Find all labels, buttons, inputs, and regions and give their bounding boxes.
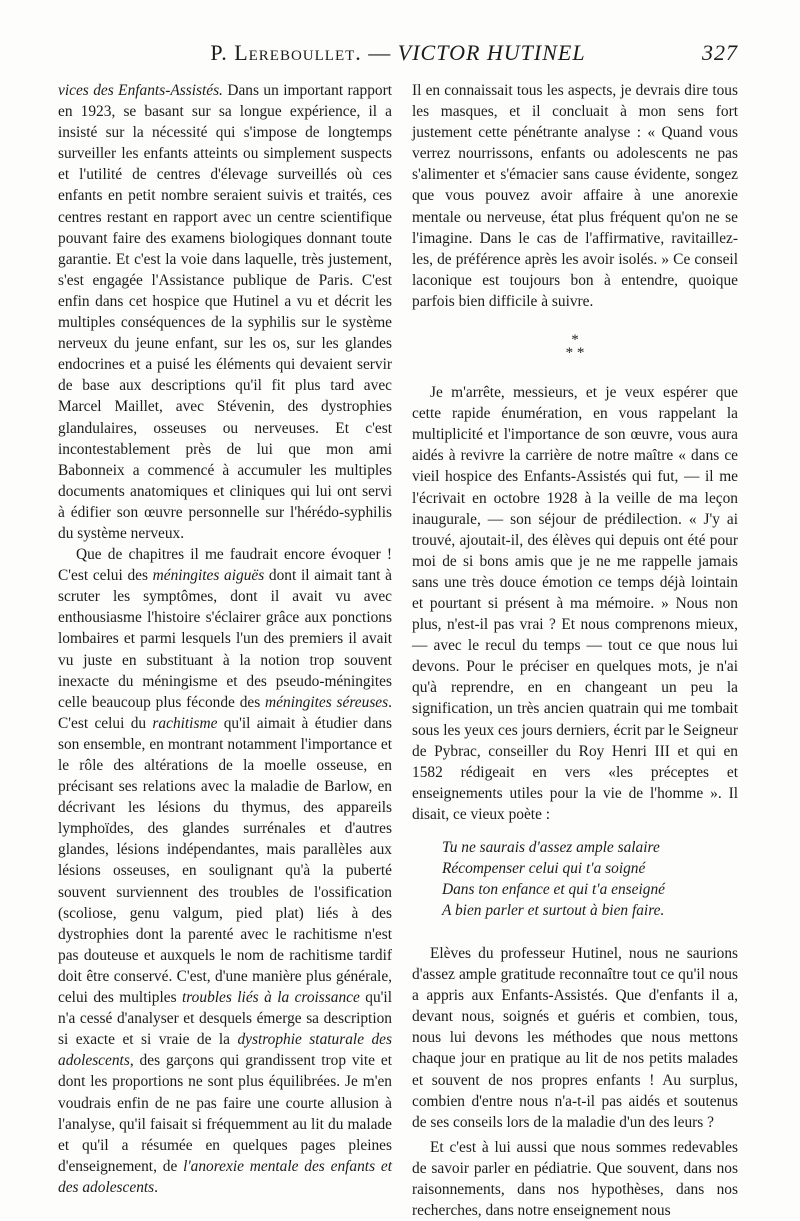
left-p2-italic-6: l'anorexie mentale des enfants et des adolescents [58,1157,392,1196]
page-number: 327 [702,40,738,65]
left-p1-text: Dans un important rapport en 1923, se basant sur sa longue expérience, il a insisté sur la nécessité qui s'impose de longtemps surveiller les enfants atteints ou simplement suspects et l'utilité de centres d'élevage surveillés où ces enfants en petit nombre seraient suivis et traités, ces centres restant en rapport avec un centre scientifique pouvant faire des examens biologiques donnant toute garantie. Et c'est la voie dans laquelle, très justement, s'est engagée l'Assistance publique de Paris. C'est enfin dans cet hospice que Hutinel a vu et décrit les multiples conséquences de la syphilis sur le système nerveux du jeune enfant, sur les os, sur les glandes endocrines et a puisé les éléments qui devaient servir de base aux descriptions qu'il fit plus tard avec Marcel Maillet, avec Stévenin, des dystrophies glandulaires, osseuses ou nerveuses. Et c'est incontestablement près de lui que mon ami Babonneix a commencé à accumuler les multiples documents anatomiques et cliniques qui lui ont servi à édifier son œuvre personnelle sur l'hérédo-syphilis du système nerveux. [58,82,392,542]
left-column [58,80,392,1198]
running-header [58,40,738,74]
left-paragraph-1 [58,80,392,544]
asterism-bottom: * * [565,345,585,362]
poem-line-3: Dans ton enfance et qui t'a enseigné [442,881,665,898]
quatrain [442,837,738,921]
right-paragraph-1: Il en connaissait tous les aspects, je devrais dire tous les masques, et il concluait à mon sens fort justement cette pénétrante analyse : « Quand vous verrez nourrissons, enfants ou adolescents ne pas s'alimenter et s'émacier sans cause évidente, songez que vous pouvez avoir affaire à une anorexie mentale ou nerveuse, état plus fréquent qu'on ne se l'imagine. Dans le cas de l'affirmative, ravitaillez-les, de préférence après les avoir isolés. » Ce conseil laconique est toujours bon à entendre, quoique parfois bien difficile à suivre. [412,82,738,310]
left-p2-text-b: dont il aimait tant à scruter les symptômes, dont il avait vu avec enthousiasme l'histoire s'éclairer grâce aux ponctions lombaires et parmi lesquels l'un des premiers il avait vu juste en substituant à la notion trop souvent inexacte du méningisme et des pseudo-méningites celle beaucoup plus féconde des [58,567,392,711]
left-paragraph-2 [58,544,392,1198]
header-subject: VICTOR HUTINEL [397,40,586,65]
poem-line-1: Tu ne saurais d'assez ample salaire [442,839,660,856]
poem-line-4: A bien parler et surtout à bien faire. [442,902,665,919]
left-p2-italic-1: méningites aiguës [152,567,265,585]
poem-line-2: Récompenser celui qui t'a soigné [442,860,646,877]
left-p2-text-e: qu'il n'a cessé d'analyser et desquels émerge sa description si exacte et si vraie de la [58,989,392,1049]
left-p2-text-g: . [154,1178,159,1196]
right-paragraph-4: Et c'est à lui aussi que nous sommes redevables de savoir parler en pédiatrie. Que souvent, dans nos raisonnements, dans nos hypothèses, dans nos recherches, dans notre enseignement nous [412,1138,738,1220]
right-paragraph-3: Elèves du professeur Hutinel, nous ne saurions d'assez ample gratitude reconnaître tout ce qu'il nous a appris aux Enfants-Assistés. Que d'enfants il a, devant nous, soignés et guéris et combien, tous, nous lui devons les méthodes que nous mettons chaque jour en pratique au lit de nos petits malades et souvent de nos propres enfants ! Au surplus, combien d'entre nous n'a-t-il pas aidés et soutenus de ses conseils lors de la maladie d'un des leurs ? [412,945,738,1131]
header-author: P. Lereboullet. [210,40,362,65]
right-paragraph-2: Je m'arrête, messieurs, et je veux espérer que cette rapide énumération, en vous rappelant la multiplicité et l'importance de son œuvre, vous aura aidés à revivre la carrière de notre maître « dans ce vieil hospice des Enfants-Assistés qui fut, — il me l'écrivait en octobre 1928 à la veille de ma leçon inaugurale, — son séjour de prédilection. « J'y ai trouvé, ajoutait-il, des élèves qui depuis ont été pour moi de si bons amis que je ne me rappelle jamais sans une très douce émotion ce temps déjà lointain et pourtant si présent à ma mémoire. » Nous non plus, n'est-il pas vrai ? Et nous comprenons mieux, — avec le recul du temps — tout ce que nous lui devons. Pour le préciser en quelques mots, je n'ai qu'à reprendre, en en changeant un peu la signification, un très ancien quatrain qui me tombait sous les yeux ces jours derniers, écrit par le Seigneur de Pybrac, conseiller du Roy Henri III et qui en 1582 rédigeait en vers «les préceptes et enseignements utiles pour la vie de l'homme ». Il disait, ce vieux poète : [412,384,738,823]
left-p2-text-a: Que de chapitres il me faudrait encore évoquer ! C'est celui des [58,546,392,585]
left-p2-italic-3: rachitisme [152,714,218,732]
left-p1-italic: vices des Enfants-Assistés. [58,82,223,99]
section-break-asterism [412,334,738,360]
running-title [58,40,738,66]
left-p2-italic-2: méningites séreuses [265,693,389,711]
left-p2-text-d: qu'il aimait à étudier dans son ensemble, en montrant notamment l'importance et le rôle des altérations de la moelle osseuse, en précisant ses relations avec la maladie de Barlow, en décrivant les lésions du thymus, des appareils lymphoïdes, des glandes surrénales et d'autres glandes, lésions indépendantes, mais parallèles aux lésions osseuses, en soulignant qu'à la puberté souvent surviennent des troubles de l'ossification (scoliose, genu valgum, pied plat) liés à des dystrophies dont la parenté avec le rachitisme n'est pas douteuse et auxquels le nom de rachitisme tardif doit être conservé. C'est, d'une manière plus générale, celui des multiples [58,714,392,1007]
asterism-top: * [571,332,579,349]
left-p2-italic-5: dystrophie staturale des adolescents [58,1031,392,1070]
left-p2-italic-4: troubles liés à la croissance [181,989,360,1007]
header-separator: — [361,40,398,65]
right-column [412,80,738,1221]
left-p2-text-f: , des garçons qui grandissent trop vite et dont les proportions ne sont plus équilibrées. Je m'en voudrais enfin de ne pas faire une courte allusion à l'analyse, qu'il faisait si fréquemment au lit du malade et qu'il a résumée en quelques pages pleines d'enseignement, de [58,1052,392,1175]
left-p2-text-c: . C'est celui du [58,693,392,732]
